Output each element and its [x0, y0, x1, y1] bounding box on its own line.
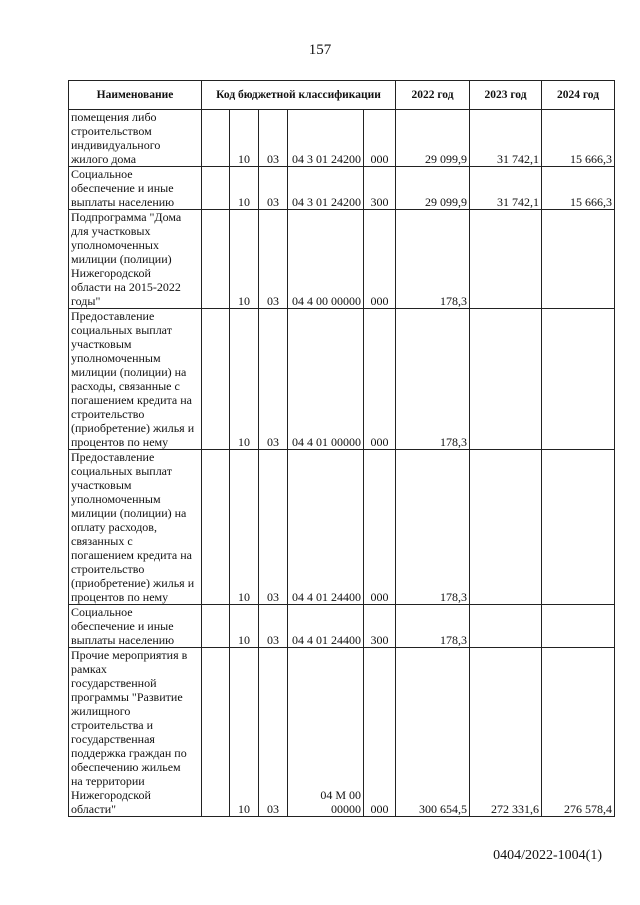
row-sub: 03: [259, 167, 288, 210]
row-y2023: [470, 605, 542, 648]
row-sub: 03: [259, 450, 288, 605]
row-y2023: 272 331,6: [470, 648, 542, 817]
row-y2024: 15 666,3: [542, 110, 615, 167]
table-row: [69, 110, 615, 167]
row-y2022: 178,3: [396, 450, 470, 605]
row-y2022: 178,3: [396, 605, 470, 648]
row-prog: 04 4 00 00000: [288, 210, 364, 309]
table-row: [69, 309, 615, 450]
header-2024: 2024 год: [542, 81, 615, 110]
table-row: [69, 167, 615, 210]
row-blank-cell: [202, 648, 230, 817]
row-blank-cell: [202, 309, 230, 450]
row-y2024: 276 578,4: [542, 648, 615, 817]
document-code: 0404/2022-1004(1): [493, 848, 602, 863]
row-sub: 03: [259, 210, 288, 309]
header-code: Код бюджетной классификации: [202, 81, 396, 110]
row-y2024: [542, 309, 615, 450]
row-y2023: 31 742,1: [470, 110, 542, 167]
row-y2022: 178,3: [396, 210, 470, 309]
table-row: [69, 210, 615, 309]
row-sub: 03: [259, 605, 288, 648]
row-y2022: 29 099,9: [396, 167, 470, 210]
row-prog: 04 М 00 00000: [288, 648, 364, 817]
table-row: [69, 450, 615, 605]
row-sec: 10: [230, 110, 259, 167]
row-vr: 000: [364, 110, 396, 167]
row-blank-cell: [202, 210, 230, 309]
row-y2024: 15 666,3: [542, 167, 615, 210]
row-vr: 000: [364, 648, 396, 817]
row-vr: 000: [364, 309, 396, 450]
row-prog: 04 4 01 24400: [288, 450, 364, 605]
row-sec: 10: [230, 309, 259, 450]
header-name: Наименование: [69, 81, 202, 110]
page-number: 157: [308, 42, 332, 58]
row-name: Прочие мероприятия в рамках государственной программы "Развитие жилищного строительства и государственная поддержка граждан по обеспечению жильем на территории Нижегородской области": [69, 648, 202, 817]
row-vr: 300: [364, 605, 396, 648]
row-y2024: [542, 210, 615, 309]
row-sec: 10: [230, 648, 259, 817]
row-sec: 10: [230, 605, 259, 648]
row-blank-cell: [202, 167, 230, 210]
row-y2023: [470, 450, 542, 605]
row-sec: 10: [230, 210, 259, 309]
row-y2023: 31 742,1: [470, 167, 542, 210]
row-y2022: 300 654,5: [396, 648, 470, 817]
row-y2023: [470, 210, 542, 309]
row-vr: 300: [364, 167, 396, 210]
row-name: Социальное обеспечение и иные выплаты населению: [69, 605, 202, 648]
row-y2022: 178,3: [396, 309, 470, 450]
row-sub: 03: [259, 110, 288, 167]
row-sec: 10: [230, 450, 259, 605]
table-row: [69, 605, 615, 648]
row-name: Предоставление социальных выплат участковым уполномоченным милиции (полиции) на оплату расходов, связанных с погашением кредита на строительство (приобретение) жилья и процентов по нему: [69, 450, 202, 605]
row-prog: 04 4 01 24400: [288, 605, 364, 648]
table-row: [69, 648, 615, 817]
row-sub: 03: [259, 309, 288, 450]
row-prog: 04 4 01 00000: [288, 309, 364, 450]
row-prog: 04 3 01 24200: [288, 167, 364, 210]
row-y2023: [470, 309, 542, 450]
row-name: Подпрограмма "Дома для участковых уполномоченных милиции (полиции) Нижегородской области на 2015-2022 годы": [69, 210, 202, 309]
row-sub: 03: [259, 648, 288, 817]
row-vr: 000: [364, 210, 396, 309]
row-vr: 000: [364, 450, 396, 605]
row-sec: 10: [230, 167, 259, 210]
table-header-row: [69, 81, 615, 110]
row-y2024: [542, 605, 615, 648]
header-2022: 2022 год: [396, 81, 470, 110]
row-prog: 04 3 01 24200: [288, 110, 364, 167]
header-2023: 2023 год: [470, 81, 542, 110]
row-blank-cell: [202, 450, 230, 605]
row-y2022: 29 099,9: [396, 110, 470, 167]
budget-table: [68, 80, 615, 817]
row-blank-cell: [202, 605, 230, 648]
row-blank-cell: [202, 110, 230, 167]
row-name: помещения либо строительством индивидуального жилого дома: [69, 110, 202, 167]
row-name: Социальное обеспечение и иные выплаты населению: [69, 167, 202, 210]
row-y2024: [542, 450, 615, 605]
row-name: Предоставление социальных выплат участковым уполномоченным милиции (полиции) на расходы, связанные с погашением кредита на строительство (приобретение) жилья и процентов по нему: [69, 309, 202, 450]
